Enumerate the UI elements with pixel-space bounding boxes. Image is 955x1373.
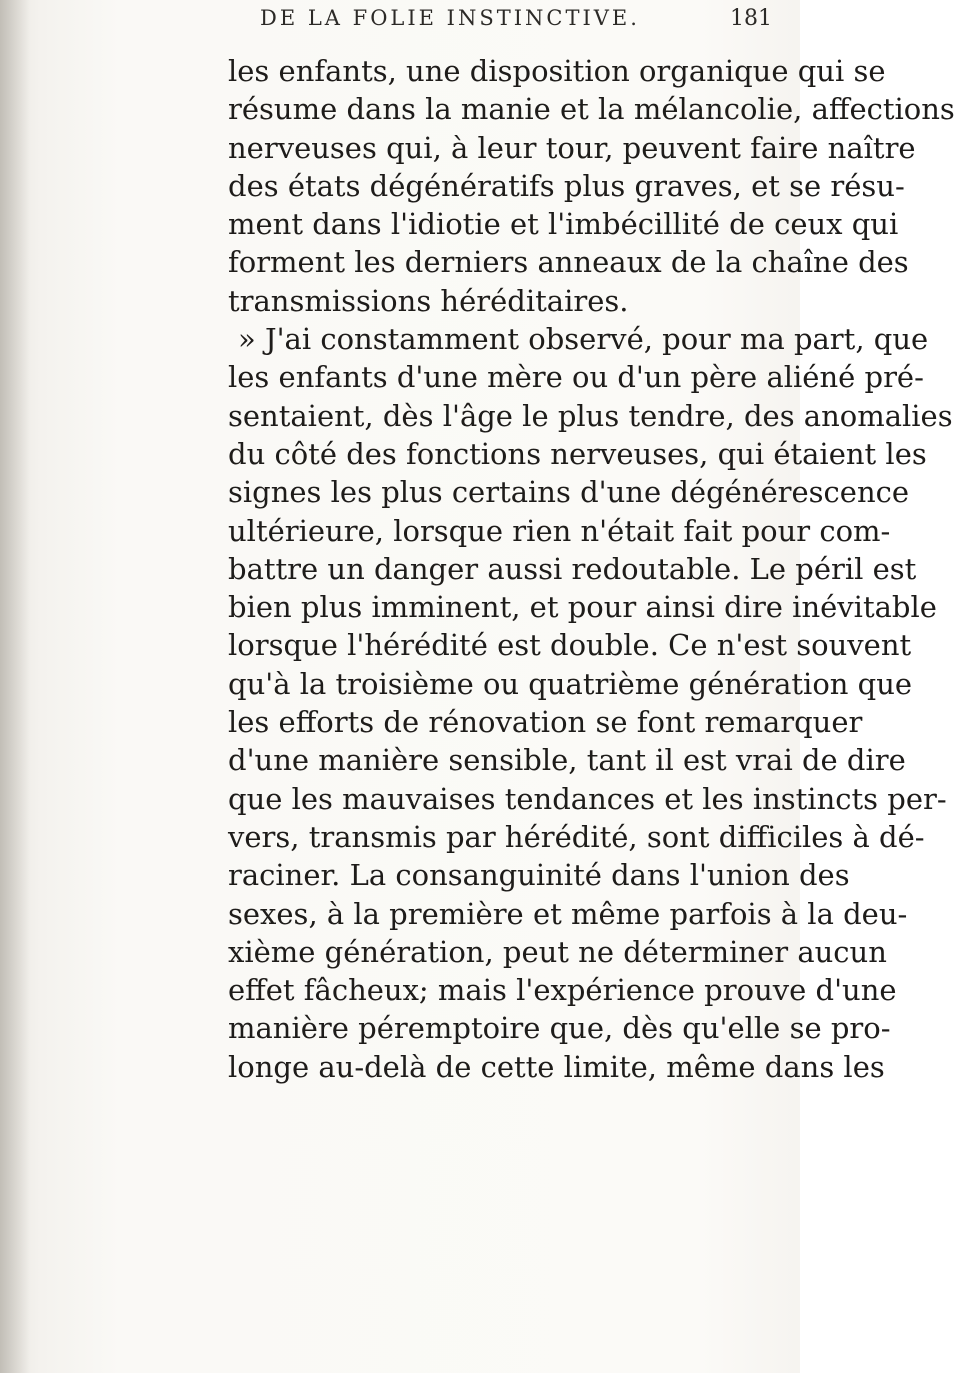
text-line: sexes, à la première et même parfois à la deu- [228, 896, 908, 931]
page-number: 181 [730, 6, 772, 31]
text-line: ultérieure, lorsque rien n'était fait pour com- [228, 513, 891, 548]
text-line: qu'à la troisième ou quatrième génération que [228, 666, 913, 701]
running-title: DE LA FOLIE INSTINCTIVE. [260, 6, 640, 30]
text-line: les enfants d'une mère ou d'un père aliéné pré- [228, 360, 924, 395]
text-line: vers, transmis par hérédité, sont difficiles à dé- [228, 819, 925, 854]
text-line: xième génération, peut ne déterminer aucun [228, 934, 887, 969]
text-line: ment dans l'idiotie et l'imbécillité de ceux qui [228, 207, 899, 242]
text-line: les enfants, une disposition organique qui se [228, 54, 886, 88]
text-line: les efforts de rénovation se font remarquer [228, 705, 863, 740]
text-line: des états dégénératifs plus graves, et se résu- [228, 168, 905, 203]
text-line: raciner. La consanguinité dans l'union des [228, 858, 850, 893]
text-line: bien plus imminent, et pour ainsi dire inévitable [228, 590, 937, 625]
text-line: longe au-delà de cette limite, même dans les [228, 1049, 885, 1084]
body-text [228, 52, 955, 1086]
text-line: effet fâcheux; mais l'expérience prouve d'une [228, 973, 897, 1008]
text-line: transmissions héréditaires. [228, 283, 629, 318]
text-line: que les mauvaises tendances et les instincts per- [228, 781, 947, 816]
text-line: lorsque l'hérédité est double. Ce n'est souvent [228, 628, 912, 663]
text-line: manière péremptoire que, dès qu'elle se pro- [228, 1011, 891, 1046]
text-line: nerveuses qui, à leur tour, peuvent faire naître [228, 130, 916, 165]
text-line: sentaient, dès l'âge le plus tendre, des anomalies [228, 398, 953, 433]
text-line: » J'ai constamment observé, pour ma part, que [238, 322, 929, 357]
text-line: du côté des fonctions nerveuses, qui étaient les [228, 436, 927, 471]
text-line: d'une manière sensible, tant il est vrai de dire [228, 743, 906, 778]
text-line: forment les derniers anneaux de la chaîne des [228, 245, 909, 280]
text-line: résume dans la manie et la mélancolie, affections [228, 92, 955, 127]
text-line: battre un danger aussi redoutable. Le péril est [228, 551, 917, 586]
binding-gutter-shadow [0, 0, 30, 1373]
text-line: signes les plus certains d'une dégénérescence [228, 475, 910, 510]
